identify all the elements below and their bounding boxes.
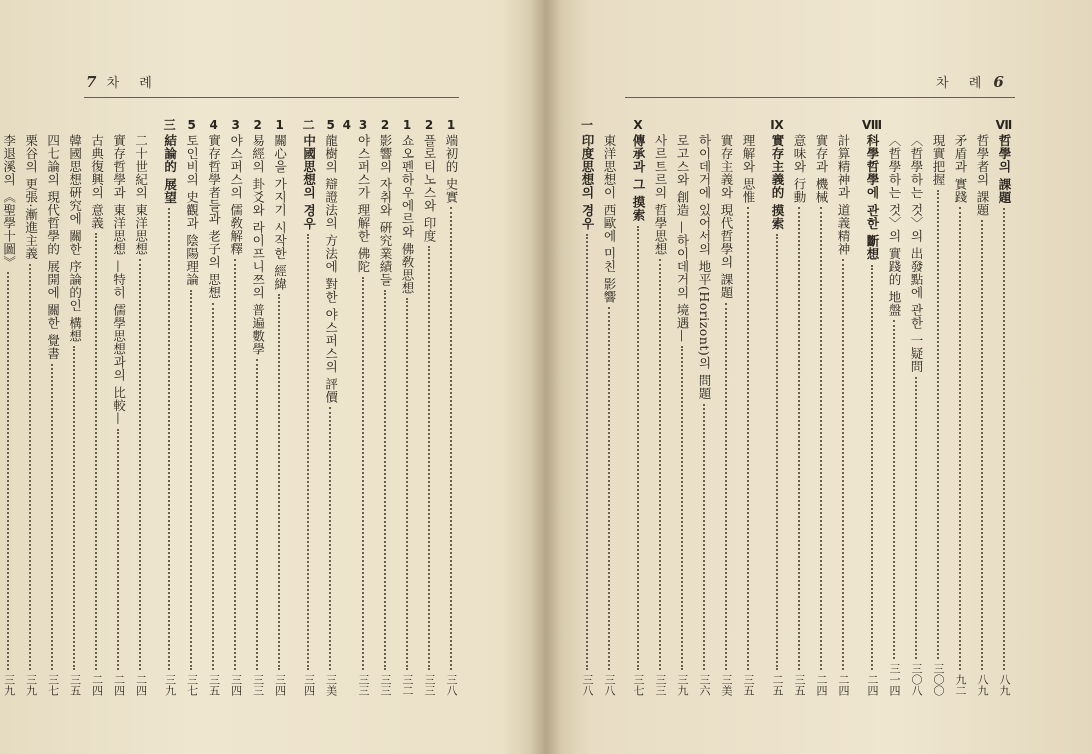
toc-entry-title: 端初的 史實 (444, 134, 459, 204)
left-page-header (86, 72, 160, 91)
right-page-toc (580, 116, 1015, 696)
toc-entry (441, 116, 461, 696)
toc-leader-dots (168, 208, 171, 670)
toc-leader-dots (190, 290, 193, 670)
toc-entry-page: 三三 (423, 674, 436, 696)
toc-entry-index: Ⅹ (633, 118, 643, 132)
toc-entry-page: 三八 (581, 674, 594, 696)
toc-entry-title: 栗谷의 更張·漸進主義 (23, 134, 39, 260)
toc-leader-dots (73, 346, 76, 670)
toc-entry-title: 計算精神과 道義精神 (836, 134, 851, 256)
toc-entry-index: 2 (424, 118, 434, 132)
toc-entry-page: 三一四 (888, 663, 901, 696)
toc-entry-page: 二四 (112, 674, 126, 696)
toc-leader-dots (212, 303, 215, 670)
toc-entry (972, 116, 992, 696)
toc-entry-index: 三 (163, 118, 176, 132)
toc-entry-title: 토인비의 史觀과 陰陽理論 (184, 134, 200, 286)
toc-entry-page: 三〇〇 (932, 663, 945, 696)
toc-entry-page: 三美 (324, 674, 338, 696)
toc-entry (767, 116, 787, 696)
toc-entry (672, 116, 692, 696)
toc-entry-title: 李退溪의 《聖學十圖》 (1, 134, 17, 269)
toc-leader-dots (871, 265, 874, 670)
right-header-rule (625, 97, 1015, 98)
toc-leader-dots (703, 404, 706, 670)
toc-leader-dots (915, 377, 918, 659)
toc-leader-dots (51, 364, 54, 670)
toc-leader-dots (307, 234, 310, 670)
toc-entry-page: 三七 (185, 674, 199, 696)
toc-entry-index: 一 (580, 118, 593, 132)
toc-entry-title: 實存哲學者들과 老子의 思想 (206, 134, 222, 299)
toc-entry-title: 東洋思想이 西歐에 미친 影響 (602, 134, 617, 304)
toc-entry-title: 意味와 行動 (792, 134, 807, 204)
toc-entry-title: 結論的 展望 (162, 134, 178, 204)
toc-leader-dots (937, 190, 940, 659)
toc-entry-page: 二四 (134, 674, 148, 696)
toc-leader-dots (428, 246, 431, 670)
toc-entry-title: 實存主義와 現代哲學의 課題 (719, 134, 734, 299)
left-page-header-label: 차 례 (106, 76, 160, 91)
toc-entry-page: 三三 (357, 674, 370, 696)
toc-leader-dots (725, 303, 728, 670)
toc-entry-title: 實存主義的 摸索 (770, 134, 785, 230)
toc-entry-title: 中國思想의 경우 (301, 134, 317, 230)
toc-entry-title: 印度思想의 경우 (580, 134, 595, 230)
toc-entry-index: 二 (302, 118, 315, 132)
toc-entry (738, 116, 758, 696)
toc-entry (109, 116, 129, 696)
toc-entry (87, 116, 107, 696)
toc-leader-dots (893, 320, 896, 659)
toc-entry-page: 三九 (24, 674, 38, 696)
toc-entry (131, 116, 151, 696)
toc-entry-page: 三六 (698, 674, 711, 696)
toc-entry-title: 古典復興의 意義 (89, 134, 105, 230)
toc-entry-title: 韓國思想硏究에 關한 序論的인 構想 (67, 134, 83, 343)
toc-entry-title: 哲學의 課題 (997, 134, 1012, 204)
toc-leader-dots (139, 259, 142, 670)
toc-entry (577, 116, 597, 696)
toc-entry (299, 116, 319, 696)
toc-entry-page: 三四 (229, 674, 243, 696)
toc-entry-index: Ⅷ (861, 118, 883, 132)
toc-entry-page: 九二 (954, 674, 967, 696)
toc-leader-dots (95, 233, 98, 670)
toc-leader-dots (362, 277, 365, 670)
toc-leader-dots (329, 407, 332, 670)
toc-entry (343, 116, 351, 696)
toc-entry-page: 三三 (251, 674, 265, 696)
toc-entry-title: 플로티노스와 印度 (422, 134, 437, 243)
toc-leader-dots (798, 207, 801, 670)
toc-entry-page: 八九 (976, 674, 989, 696)
toc-entry-title: 關心을 가지기 시작한 經緯 (272, 134, 288, 291)
toc-entry-page: 三四 (302, 674, 316, 696)
left-page-number: 7 (86, 73, 97, 91)
toc-entry-title: 科學哲學에 관한 斷想 (865, 134, 880, 261)
toc-entry (833, 116, 853, 696)
toc-entry-page: 三八 (445, 674, 458, 696)
toc-entry-title: 야스퍼스가 理解한 佛陀 (356, 134, 371, 273)
toc-entry-page: 三五 (793, 674, 806, 696)
toc-entry-title: 쇼오펜하우에르와 佛敎思想 (400, 134, 415, 295)
toc-leader-dots (117, 429, 120, 670)
toc-entry (650, 116, 670, 696)
toc-entry-index: 3 (358, 118, 368, 132)
toc-entry (0, 116, 19, 696)
toc-entry-index: Ⅶ (995, 118, 1013, 132)
toc-entry-index: 1 (446, 118, 456, 132)
toc-entry-page: 三三 (654, 674, 667, 696)
right-page-header (930, 72, 1004, 91)
left-page-toc (1, 116, 462, 696)
toc-entry-title: 實存哲學과 東洋思想 —特히 儒學思想과의 比較— (111, 134, 127, 425)
toc-entry-title: 哲學者의 課題 (975, 134, 990, 217)
toc-entry (182, 116, 202, 696)
toc-entry-page: 二四 (866, 674, 879, 696)
toc-leader-dots (29, 264, 32, 670)
toc-leader-dots (981, 220, 984, 670)
toc-leader-dots (747, 207, 750, 670)
toc-entry-page: 三八 (603, 674, 616, 696)
toc-entry (950, 116, 970, 696)
toc-leader-dots (256, 359, 259, 670)
toc-entry-page: 三四 (273, 674, 287, 696)
toc-entry (862, 116, 882, 696)
toc-entry-page: 三九 (163, 674, 177, 696)
toc-entry-index: 5 (187, 118, 196, 132)
toc-entry-title: 하이데거에 있어서의 地平(Horizont)의 問題 (697, 134, 712, 400)
toc-entry-index: Ⅸ (770, 118, 784, 132)
toc-entry (884, 116, 904, 696)
toc-entry (65, 116, 85, 696)
toc-entry-title: 야스퍼스의 儒敎解釋 (228, 134, 244, 256)
toc-leader-dots (450, 207, 453, 670)
toc-entry-title: 矛盾과 實踐 (953, 134, 968, 204)
toc-entry-index: 3 (231, 118, 240, 132)
toc-leader-dots (1003, 208, 1006, 670)
toc-entry-page: 三〇八 (910, 663, 923, 696)
toc-entry (248, 116, 268, 696)
toc-entry-page: 三九 (676, 674, 689, 696)
toc-entry (694, 116, 714, 696)
toc-entry (789, 116, 809, 696)
toc-entry-page: 二五 (771, 674, 784, 696)
book-gutter (530, 0, 562, 754)
toc-leader-dots (586, 234, 589, 670)
toc-entry (160, 116, 180, 696)
toc-entry-title: 影響의 자취와 硏究業績들 (378, 134, 393, 286)
toc-entry-page: 三九 (2, 674, 16, 696)
toc-leader-dots (681, 346, 684, 670)
toc-entry (628, 116, 648, 696)
toc-leader-dots (234, 259, 237, 670)
toc-entry (906, 116, 926, 696)
toc-entry-page: 三七 (632, 674, 645, 696)
toc-entry-title: 〈哲學하는 것〉의 出發點에 관한 一疑問 (909, 134, 924, 373)
toc-entry (928, 116, 948, 696)
toc-entry (375, 116, 395, 696)
toc-entry (204, 116, 224, 696)
toc-entry-page: 三五 (742, 674, 755, 696)
toc-leader-dots (842, 259, 845, 670)
toc-entry (716, 116, 736, 696)
toc-entry-page: 二四 (90, 674, 104, 696)
toc-entry-index: 1 (402, 118, 412, 132)
toc-leader-dots (406, 298, 409, 670)
toc-leader-dots (959, 207, 962, 670)
toc-leader-dots (776, 234, 779, 670)
toc-leader-dots (278, 294, 281, 670)
toc-entry (270, 116, 290, 696)
toc-entry (43, 116, 63, 696)
toc-entry (226, 116, 246, 696)
right-page-header-label: 차 례 (936, 76, 990, 91)
toc-entry-index: 4 (209, 118, 218, 132)
toc-entry-page: 三七 (46, 674, 60, 696)
toc-entry-title: 易經의 卦爻와 라이프니쯔의 普遍數學 (250, 134, 266, 356)
toc-entry-page: 三五 (68, 674, 82, 696)
toc-entry-index: 2 (253, 118, 262, 132)
toc-entry-page: 三美 (720, 674, 733, 696)
toc-entry-index: 1 (275, 118, 284, 132)
toc-entry-title: 龍樹의 辯證法의 方法에 對한 야스퍼스의 評價 (323, 134, 339, 404)
toc-leader-dots (637, 226, 640, 670)
toc-entry (994, 116, 1014, 696)
toc-entry-title: 傳承과 그 摸索 (631, 134, 646, 222)
toc-entry-page: 三五 (207, 674, 221, 696)
toc-entry-title: 現實把握 (931, 134, 946, 186)
toc-entry-page: 三二 (401, 674, 414, 696)
toc-entry-index: 4 (342, 118, 351, 132)
toc-leader-dots (7, 272, 10, 670)
toc-entry (811, 116, 831, 696)
left-header-rule (84, 97, 459, 98)
toc-entry (397, 116, 417, 696)
toc-entry (419, 116, 439, 696)
toc-entry-page: 二四 (837, 674, 850, 696)
toc-entry-title: 〈哲學하는 것〉의 實踐的 地盤 (887, 134, 902, 317)
toc-entry (321, 116, 341, 696)
toc-entry (599, 116, 619, 696)
toc-leader-dots (659, 259, 662, 670)
right-page-number: 6 (993, 73, 1004, 91)
toc-leader-dots (820, 207, 823, 670)
toc-entry-title: 實存과 機械 (814, 134, 829, 204)
toc-entry-title: 二十世紀의 東洋思想 (133, 134, 149, 256)
toc-entry-index: 2 (380, 118, 390, 132)
toc-entry (353, 116, 373, 696)
toc-entry-title: 로고스와 創造 —하이데거의 境遇— (675, 134, 690, 343)
toc-entry-title: 理解와 思惟 (741, 134, 756, 204)
toc-entry-title: 사르트르의 哲學思想 (653, 134, 668, 256)
toc-entry-page: 三三 (379, 674, 392, 696)
toc-entry-index: 5 (326, 118, 335, 132)
toc-leader-dots (384, 290, 387, 670)
toc-entry-title: 四七論의 現代哲學的 展開에 關한 覺書 (45, 134, 61, 360)
toc-entry-page: 八九 (998, 674, 1011, 696)
toc-leader-dots (608, 307, 611, 670)
toc-entry-page: 二四 (815, 674, 828, 696)
toc-entry (21, 116, 41, 696)
